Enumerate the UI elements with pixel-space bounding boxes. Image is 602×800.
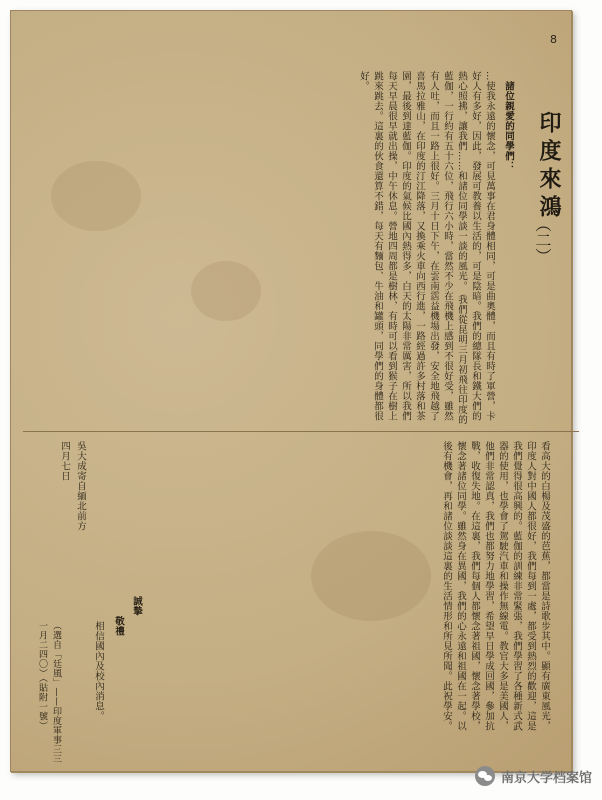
author: 吳大成寄自緬北前方 <box>75 441 86 531</box>
document-sheet <box>10 10 572 772</box>
section-divider <box>23 431 579 432</box>
letter-body-top: …使我永遠的懷念，可見萬事在君身體相同，可是曲奧體，而且有時了軍營，卡好人有多好，因此，發展可教養以生活的，可是陰暗。我們的總隊長和鐵大們的熱心照拂，讓我們……和諸位同學談一談的風光。 我們從昆明三月初飛往印度的藍伽，一行約有五十六位，飛行六小時，當然不少在飛機上感到不很好受，雖然有人吐，而且一路上很好。三月十日下午，在雲南霑益機場出發，安全地飛越了喜馬拉雅山，在印度的汀江降落，又換乘火車向西行進，一路經過許多村落和茶園，最後到達藍伽。印度的氣候比國內熱得多，白天的太陽非常厲害，所以我們每天早晨很早就出操，中午休息。營地四周都是樹林，有時可以看到猴子在樹上跳來跳去。這裏的伙食還算不錯，每天有麵包、牛油和罐頭，同學們的身體都很好。 <box>358 71 495 425</box>
greeting: 敬禮 <box>113 616 124 636</box>
salutation: 諸位親愛的同學們： <box>503 81 514 171</box>
article-part-number <box>531 216 559 264</box>
wechat-icon <box>475 766 495 786</box>
article-title: 印度來鴻 <box>536 111 562 223</box>
letter-date: 四月七日 <box>59 441 70 481</box>
watermark <box>475 766 592 786</box>
letter-body-bottom: 看高大的白楊及茂盛的芭蕉，都當是詩歌步其中。顯有廣東風光，印度人對中國人都很好，我們每到一處，都受到熱烈的歡迎，這是我們覺得很高興的。藍伽的訓練非常緊張，我們學習了各種新式武器的使用，也學會了駕駛汽車和操作無線電。教官大多是美國人，他們非常認真，我們也都努力地學習，希望早日學成回國，參加抗戰，收復失地。在這裏，我們每個人都懷念著祖國，懷念著學校，懷念著諸位同學。雖然身在異國，我們的心永遠和祖國在一起。以後有機會，再和諸位談談這裏的生活情形和所見所聞。此祝學安。 <box>441 441 550 731</box>
source-caption: （選自「廷風」——印度軍事三三一月二四〇）（貼附一號） <box>37 621 61 764</box>
article-part-label: （二） <box>533 216 552 264</box>
sign-off: 誠摯 <box>131 596 142 616</box>
page-number: 8 <box>550 33 557 46</box>
watermark-text: 南京大学档案馆 <box>500 770 592 786</box>
closing-text: 相信國內及校內消息。 <box>93 621 104 721</box>
